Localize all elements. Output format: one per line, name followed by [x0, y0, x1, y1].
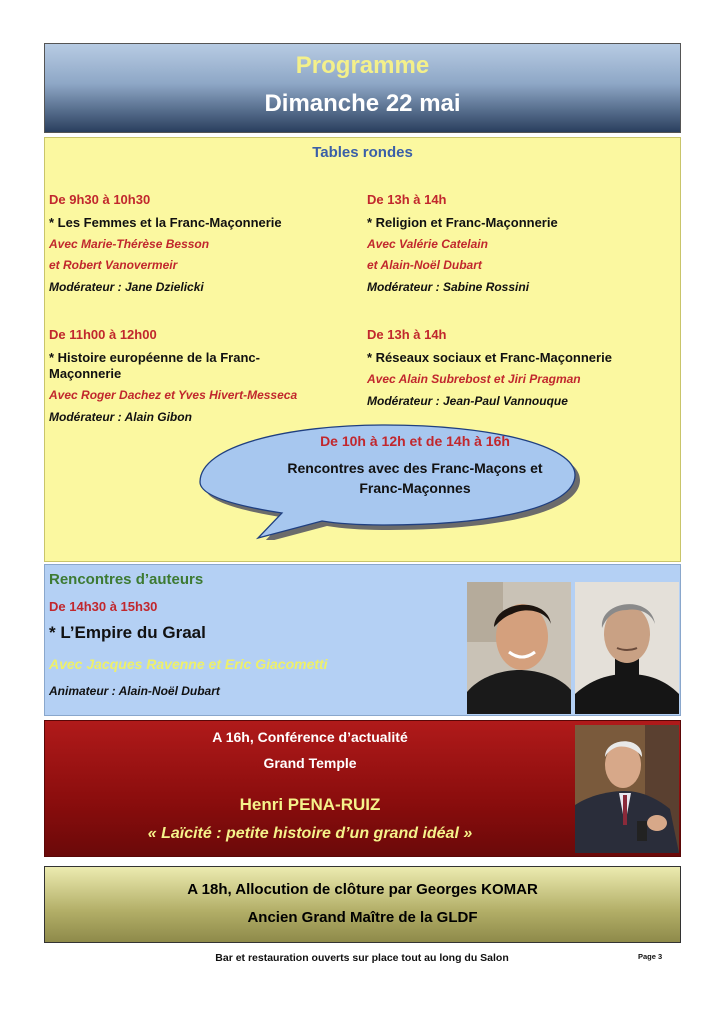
session-time: De 13h à 14h: [367, 327, 447, 342]
session-title: [49, 350, 297, 382]
bubble-line: Franc-Maçonnes: [359, 480, 471, 496]
book-title: * L’Empire du Graal: [49, 623, 206, 642]
bubble-description: [250, 458, 580, 498]
page-number: Page 3: [638, 952, 663, 961]
session-moderator: Modérateur : Jane Dzielicki: [49, 280, 204, 294]
session-femmes: [49, 193, 282, 293]
session-religion: [367, 193, 558, 293]
session-title-line: Maçonnerie: [49, 366, 122, 381]
programme-title: Programme: [295, 52, 430, 79]
bubble-line: Rencontres avec des Franc-Maçons et: [287, 460, 543, 476]
author-photo-giacometti: [575, 582, 679, 714]
session-speakers-line: et Robert Vanovermeir: [49, 258, 178, 272]
session-speakers-line: Avec Valérie Catelain: [367, 237, 488, 251]
conference-section: [44, 720, 681, 857]
speaker-photo-pena-ruiz: [575, 725, 679, 853]
conference-talk-title: « Laïcité : petite histoire d’un grand idéal »: [147, 825, 473, 842]
programme-header: [44, 43, 681, 133]
session-speakers: Avec Alain Subrebost et Jiri Pragman: [367, 372, 581, 386]
conference-heading: A 16h, Conférence d’actualité: [212, 729, 408, 745]
footer-note: Bar et restauration ouverts sur place tout au long du Salon: [215, 952, 509, 964]
session-speakers: Avec Roger Dachez et Yves Hivert-Messeca: [49, 388, 298, 402]
session-speakers-line: et Alain-Noël Dubart: [367, 258, 482, 272]
session-time: De 11h00 à 12h00: [49, 327, 157, 342]
authors-animator: Animateur : Alain-Noël Dubart: [49, 684, 220, 698]
session-time: De 13h à 14h: [367, 192, 447, 207]
session-time: De 9h30 à 10h30: [49, 192, 151, 207]
tables-rondes-heading: Tables rondes: [312, 144, 413, 161]
bubble-time: De 10h à 12h et de 14h à 16h: [320, 433, 510, 449]
authors-names: Avec Jacques Ravenne et Eric Giacometti: [49, 656, 328, 672]
session-speakers: [49, 234, 282, 276]
closing-heading: A 18h, Allocution de clôture par Georges KOMAR: [187, 881, 538, 898]
session-title: * Réseaux sociaux et Franc-Maçonnerie: [367, 350, 612, 365]
session-reseaux: [367, 328, 612, 407]
session-title-line: * Histoire européenne de la Franc-: [49, 350, 260, 365]
session-speakers-line: Avec Marie-Thérèse Besson: [49, 237, 210, 251]
programme-date: Dimanche 22 mai: [264, 90, 461, 117]
session-speakers: [367, 234, 558, 276]
closing-section: [44, 866, 681, 943]
session-title: * Religion et Franc-Maçonnerie: [367, 215, 558, 230]
conference-venue: Grand Temple: [263, 755, 357, 771]
author-photo-ravenne: [467, 582, 571, 714]
session-title: * Les Femmes et la Franc-Maçonnerie: [49, 215, 282, 230]
conference-speaker: Henri PENA-RUIZ: [239, 795, 381, 814]
session-histoire: [49, 328, 297, 423]
closing-subtitle: Ancien Grand Maître de la GLDF: [247, 909, 478, 926]
session-moderator: Modérateur : Jean-Paul Vannouque: [367, 394, 568, 408]
authors-section: [44, 564, 681, 716]
authors-time: De 14h30 à 15h30: [49, 599, 158, 614]
speech-bubble-text: [250, 433, 580, 498]
authors-heading: Rencontres d’auteurs: [49, 571, 204, 588]
session-moderator: Modérateur : Alain Gibon: [49, 410, 192, 424]
session-moderator: Modérateur : Sabine Rossini: [367, 280, 530, 294]
